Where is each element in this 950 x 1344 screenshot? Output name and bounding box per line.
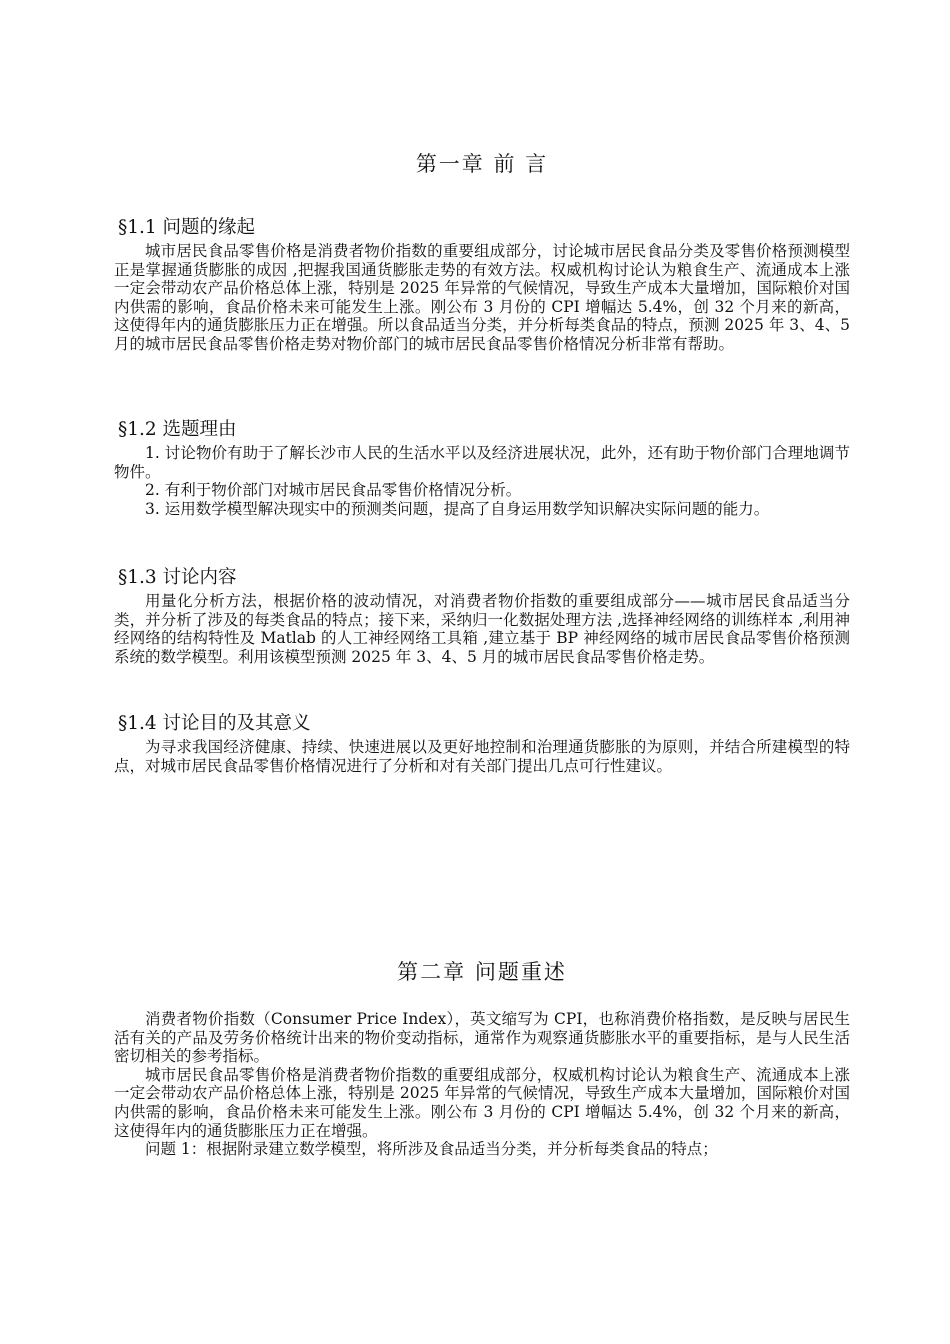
section-1-2 xyxy=(114,418,850,518)
section-heading: §1.1 问题的缘起 xyxy=(118,217,256,238)
section-1-3 xyxy=(114,566,850,666)
section-1-1 xyxy=(114,216,850,354)
section-heading: §1.4 讨论目的及其意义 xyxy=(118,713,311,734)
paragraph: 城市居民食品零售价格是消费者物价指数的重要组成部分，权威机构讨论认为粮食生产、流通成本上涨一定会带动农产品价格总体上涨，特别是 2025 年异常的气候情况，导致生产成本大量增加，国际粮价对国内供需的影响，食品价格未来可能发生上涨。刚公布 3 月份的 CPI 增幅达 5.4%，创 32 个月来的新高，这使得年内的通货膨胀压力正在增强。 xyxy=(114,1065,850,1140)
chapter-1-title: 第一章 前 言 xyxy=(415,152,549,176)
list-item: 3. 运用数学模型解决现实中的预测类问题，提高了自身运用数学知识解决实际问题的能力。 xyxy=(145,499,770,518)
section-heading: §1.2 选题理由 xyxy=(118,419,237,440)
chapter-2-title: 第二章 问题重述 xyxy=(397,960,567,984)
paragraph: 为寻求我国经济健康、持续、快速进展以及更好地控制和治理通货膨胀的为原则，并结合所建模型的特点，对城市居民食品零售价格情况进行了分析和对有关部门提出几点可行性建议。 xyxy=(114,738,850,775)
section-1-4 xyxy=(114,712,850,775)
paragraph: 用量化分析方法，根据价格的波动情况，对消费者物价指数的重要组成部分——城市居民食品适当分类，并分析了涉及的每类食品的特点；接下来，采纳归一化数据处理方法 ,选择神经网络的训练样本 ,利用神经网络的结构特性及 Matlab 的人工神经网络工具箱 ,建立基于 BP 神经网络的城市居民食品零售价格预测系统的数学模型。利用该模型预测 2025 年 3、4、5 月的城市居民食品零售价格走势。 xyxy=(114,592,850,666)
list-item: 1. 讨论物价有助于了解长沙市人民的生活水平以及经济进展状况，此外，还有助于物价部门合理地调节物件。 xyxy=(114,444,850,481)
paragraph: 城市居民食品零售价格是消费者物价指数的重要组成部分，讨论城市居民食品分类及零售价格预测模型正是掌握通货膨胀的成因 ,把握我国通货膨胀走势的有效方法。权威机构讨论认为粮食生产、流通成本上涨一定会带动农产品价格总体上涨，特别是 2025 年异常的气候情况，导致生产成本大量增加，国际粮价对国内供需的影响，食品价格未来可能发生上涨。刚公布 3 月份的 CPI 增幅达 5.4%，创 32 个月来的新高，这使得年内的通货膨胀压力正在增强。所以食品适当分类，并分析每类食品的特点，预测 2025 年 3、4、5 月的城市居民食品零售价格走势对物价部门的城市居民食品零售价格情况分析非常有帮助。 xyxy=(114,242,850,353)
paragraph: 消费者物价指数（Consumer Price Index），英文缩写为 CPI，也称消费价格指数，是反映与居民生活有关的产品及劳务价格统计出来的物价变动指标，通常作为观察通货膨胀水平的重要指标，是与人民生活密切相关的参考指标。 xyxy=(114,1010,850,1066)
chapter-2-body xyxy=(114,1010,850,1159)
section-heading: §1.3 讨论内容 xyxy=(118,567,237,588)
list-item: 2. 有利于物价部门对城市居民食品零售价格情况分析。 xyxy=(145,481,522,500)
paragraph: 问题 1：根据附录建立数学模型，将所涉及食品适当分类，并分析每类食品的特点； xyxy=(145,1140,718,1159)
